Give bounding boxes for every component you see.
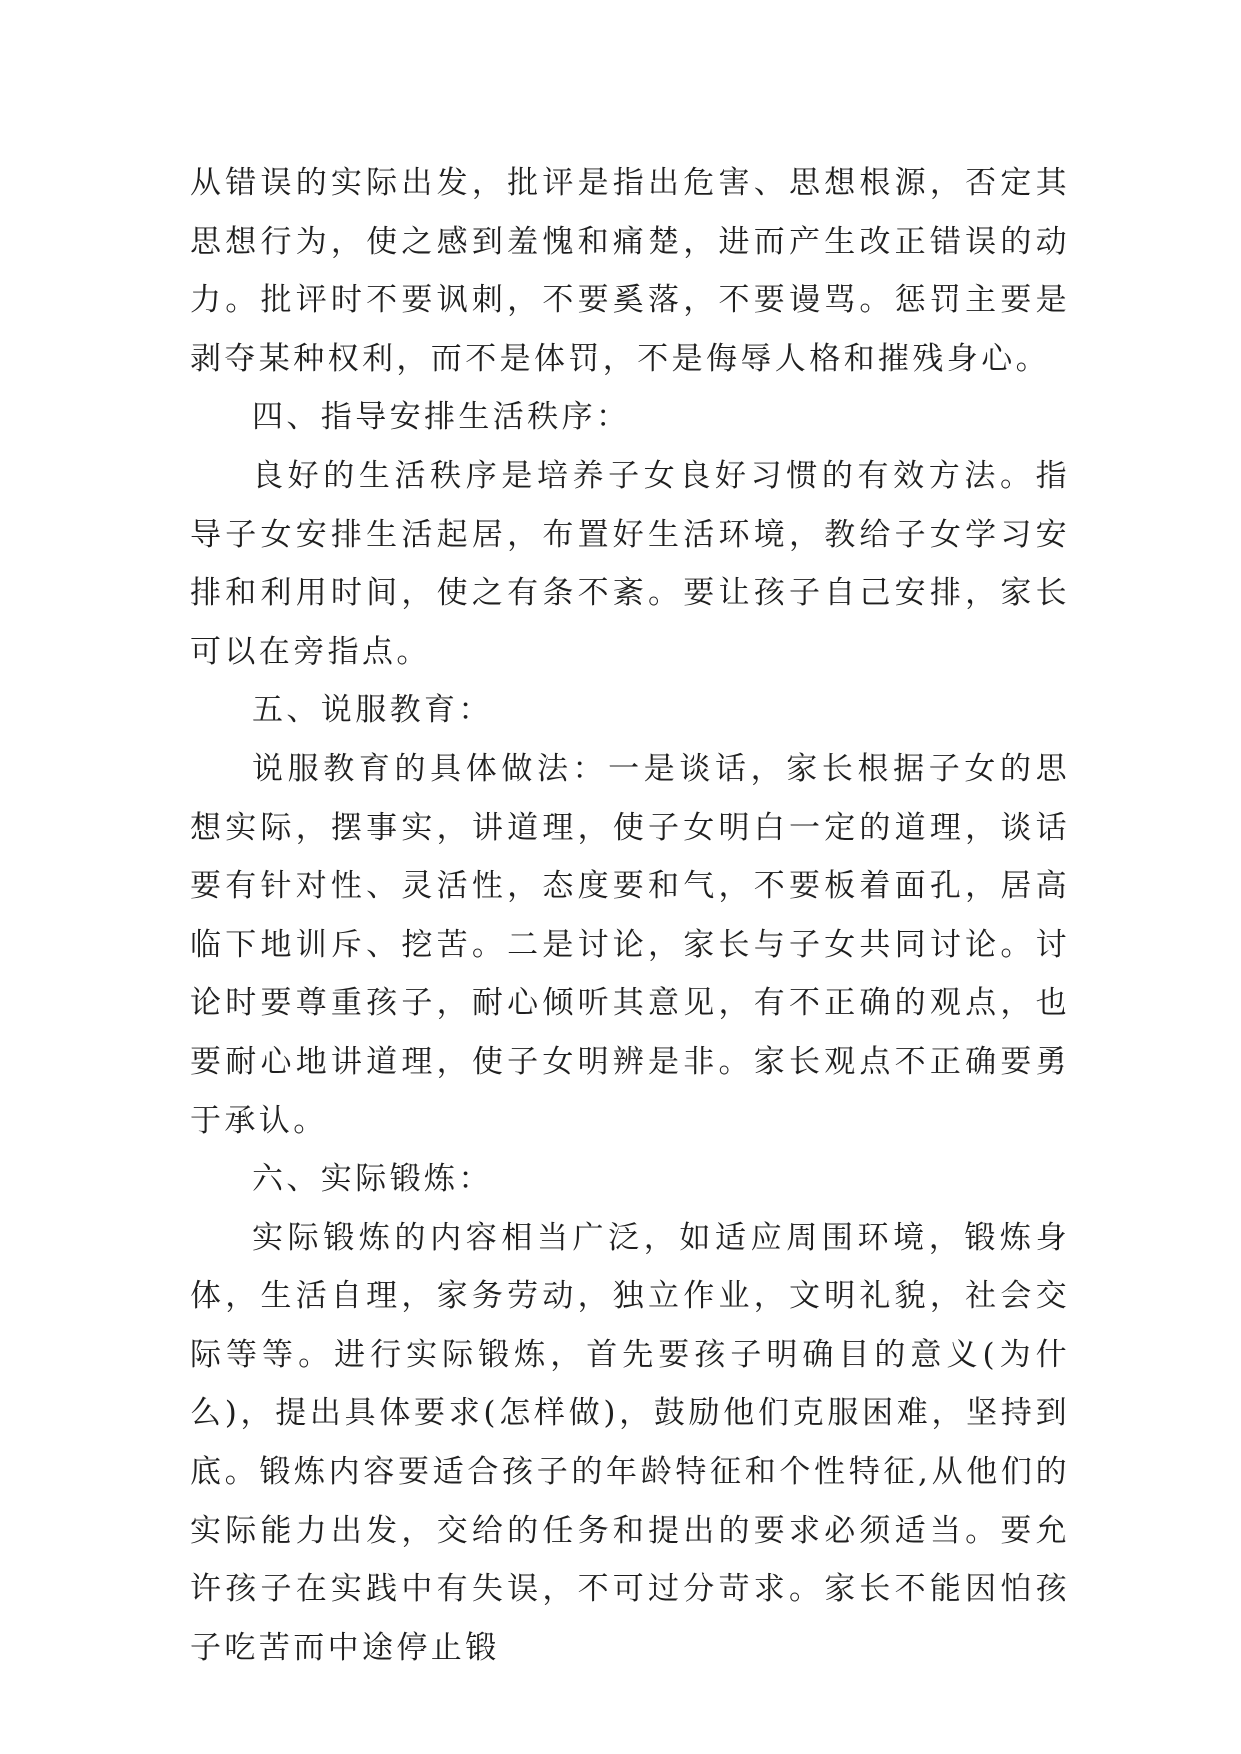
paragraph-persuasion: 说服教育的具体做法：一是谈话，家长根据子女的思想实际，摆事实，讲道理，使子女明白一定的道理，谈话要有针对性、灵活性，态度要和气，不要板着面孔，居高临下地训斥、挖苦。二是讨论，家长与子女共同讨论。讨论时要尊重孩子，耐心倾听其意见，有不正确的观点，也要耐心地讲道理，使子女明辨是非。家长观点不正确要勇于承认。 bbox=[190, 750, 1070, 1139]
paragraph-practical-training: 实际锻炼的内容相当广泛，如适应周围环境，锻炼身体，生活自理，家务劳动，独立作业，文明礼貌，社会交际等等。进行实际锻炼，首先要孩子明确目的意义(为什么)，提出具体要求(怎样做)，鼓励他们克服困难，坚持到底。锻炼内容要适合孩子的年龄特征和个性特征,从他们的实际能力出发，交给的任务和提出的要求必须适当。要允许孩子在实践中有失误，不可过分苛求。家长不能因怕孩子吃苦而中途停止锻 bbox=[190, 1219, 1070, 1666]
document-body bbox=[190, 154, 1070, 1677]
section-heading-6: 六、实际锻炼： bbox=[252, 1161, 493, 1198]
paragraph-criticism-continued: 从错误的实际出发，批评是指出危害、思想根源，否定其思想行为，使之感到羞愧和痛楚，进而产生改正错误的动力。批评时不要讽刺，不要奚落，不要谩骂。惩罚主要是剥夺某种权利，而不是体罚，不是侮辱人格和摧残身心。 bbox=[190, 165, 1070, 377]
paragraph-life-order: 良好的生活秩序是培养子女良好习惯的有效方法。指导子女安排生活起居，布置好生活环境，教给子女学习安排和利用时间，使之有条不紊。要让孩子自己安排，家长可以在旁指点。 bbox=[190, 457, 1070, 670]
section-heading-4: 四、指导安排生活秩序： bbox=[252, 399, 631, 436]
section-heading-5: 五、说服教育： bbox=[252, 692, 493, 729]
